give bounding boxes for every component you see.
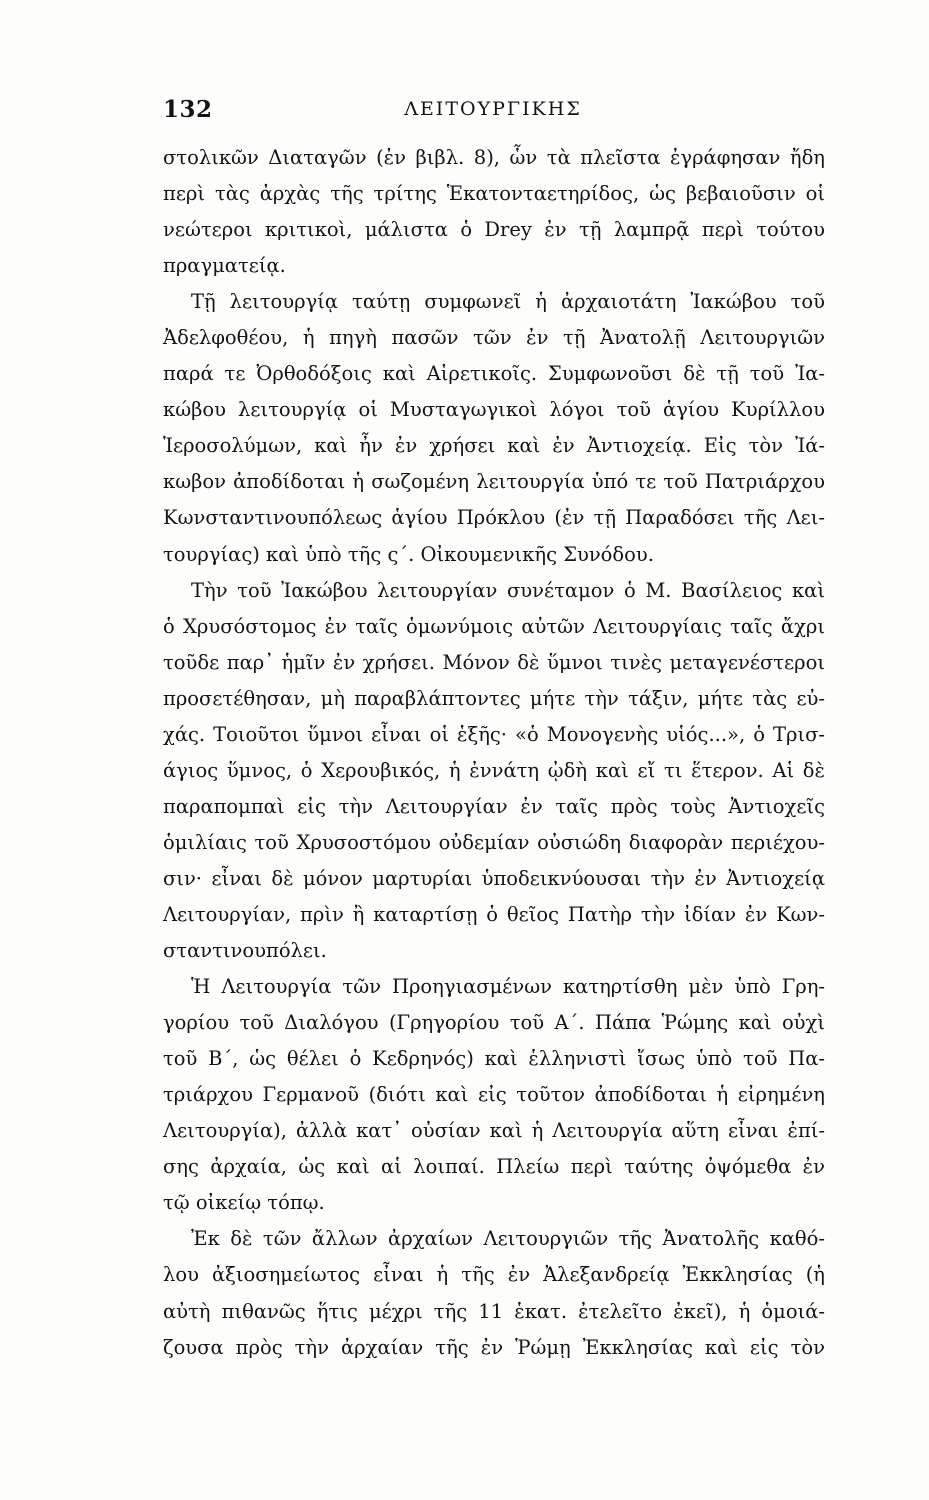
text-line: περὶ τὰς ἀρχὰς τῆς τρίτης Ἑκατονταετηρίδος, ὡς βεβαιοῦσιν οἱ <box>163 182 825 206</box>
text-line: κώβου λειτουργίᾳ οἱ Μυσταγωγικοὶ λόγοι τοῦ ἁγίου Κυρίλλου <box>163 398 825 422</box>
text-line: σταντινουπόλει. <box>163 939 327 963</box>
running-title: ΛΕΙΤΟΥΡΓΙΚΗΣ <box>404 98 582 120</box>
text-line: λου ἀξιοσημείωτος εἶναι ἡ τῆς ἐν Ἀλεξανδρείᾳ Ἐκκλησίας (ἡ <box>163 1263 825 1287</box>
text-line: Λειτουργία), ἀλλὰ κατ᾽ οὐσίαν καὶ ἡ Λειτουργία αὕτη εἶναι ἐπί- <box>163 1119 825 1143</box>
text-line: Ἐκ δὲ τῶν ἄλλων ἀρχαίων Λειτουργιῶν τῆς Ἀνατολῆς καθό- <box>191 1227 825 1251</box>
text-line: Ἡ Λειτουργία τῶν Προηγιασμένων κατηρτίσθη μὲν ὑπὸ Γρη- <box>191 975 825 999</box>
text-line: Τῇ λειτουργίᾳ ταύτῃ συμφωνεῖ ἡ ἀρχαιοτάτη Ἰακώβου τοῦ <box>191 290 825 314</box>
text-line: στολικῶν Διαταγῶν (ἐν βιβλ. 8), ὧν τὰ πλεῖστα ἐγράφησαν ἤδη <box>163 146 825 169</box>
text-line: τριάρχου Γερμανοῦ (διότι καὶ εἰς τοῦτον ἀποδίδοται ἡ εἰρημένη <box>163 1083 825 1107</box>
text-line: κωβον ἀποδίδοται ἡ σωζομένη λειτουργία ὑπό τε τοῦ Πατριάρχου <box>163 470 825 494</box>
page-number: 132 <box>163 96 213 123</box>
text-line: χάς. Τοιοῦτοι ὕμνοι εἶναι οἱ ἑξῆς· «ὁ Μονογενὴς υἱός...», ὁ Τρισ- <box>163 722 825 746</box>
text-line: τοῦδε παρ᾽ ἡμῖν ἐν χρήσει. Μόνον δὲ ὕμνοι τινὲς μεταγενέστεροι <box>163 650 825 674</box>
text-line: Ἀδελφοθέου, ἡ πηγὴ πασῶν τῶν ἐν τῇ Ἀνατολῇ Λειτουργιῶν <box>163 326 825 350</box>
body-text <box>163 140 825 1366</box>
text-line: παραπομπαὶ εἰς τὴν Λειτουργίαν ἐν ταῖς πρὸς τοὺς Ἀντιοχεῖς <box>163 794 825 818</box>
text-line: τοῦ Β΄, ὡς θέλει ὁ Κεδρηνός) καὶ ἑλληνιστὶ ἴσως ὑπὸ τοῦ Πα- <box>163 1047 825 1071</box>
text-line: γορίου τοῦ Διαλόγου (Γρηγορίου τοῦ Α΄. Πάπα Ῥώμης καὶ οὐχὶ <box>163 1011 825 1035</box>
text-line: τουργίας) καὶ ὑπὸ τῆς ς΄. Οἰκουμενικῆς Συνόδου. <box>163 542 654 566</box>
text-line: σης ἀρχαία, ὡς καὶ αἱ λοιπαί. Πλείω περὶ ταύτης ὀψόμεθα ἐν <box>163 1155 825 1179</box>
text-line: προσετέθησαν, μὴ παραβλάπτοντες μήτε τὴν τάξιν, μήτε τὰς εὐ- <box>163 686 825 710</box>
text-line: άγιος ὕμνος, ὁ Χερουβικός, ἡ ἐννάτη ᾠδὴ καὶ εἴ τι ἕτερον. Αἱ δὲ <box>163 758 825 782</box>
text-line: Κωνσταντινουπόλεως ἁγίου Πρόκλου (ἐν τῇ Παραδόσει τῆς Λει- <box>163 506 825 530</box>
text-line: Ἱεροσολύμων, καὶ ἦν ἐν χρήσει καὶ ἐν Ἀντιοχείᾳ. Εἰς τὸν Ἰά- <box>163 434 825 458</box>
text-line: πραγματείᾳ. <box>163 254 286 278</box>
text-line: ζουσα πρὸς τὴν ἀρχαίαν τῆς ἐν Ῥώμῃ Ἐκκλησίας καὶ εἰς τὸν <box>163 1335 825 1359</box>
text-line: παρά τε Ὀρθοδόξοις καὶ Αἱρετικοῖς. Συμφωνοῦσι δὲ τῇ τοῦ Ἰα- <box>163 362 825 386</box>
running-head <box>163 96 823 132</box>
text-line: σιν· εἶναι δὲ μόνον μαρτυρίαι ὑποδεικνύουσαι τὴν ἐν Ἀντιοχείᾳ <box>163 866 825 890</box>
text-line: Τὴν τοῦ Ἰακώβου λειτουργίαν συνέταμον ὁ Μ. Βασίλειος καὶ <box>191 578 825 602</box>
text-line: τῷ οἰκείῳ τόπῳ. <box>163 1191 325 1215</box>
text-line: ὁμιλίαις τοῦ Χρυσοστόμου οὐδεμίαν οὐσιώδη διαφορὰν περιέχου- <box>163 830 825 854</box>
text-line: νεώτεροι κριτικοὶ, μάλιστα ὁ Drey ἐν τῇ λαμπρᾷ περὶ τούτου <box>163 218 825 242</box>
text-line: Λειτουργίαν, πρὶν ἢ καταρτίσῃ ὁ θεῖος Πατὴρ τὴν ἰδίαν ἐν Κων- <box>163 902 825 926</box>
text-line: αὐτὴ πιθανῶς ἥτις μέχρι τῆς 11 ἑκατ. ἐτελεῖτο ἐκεῖ), ἡ ὁμοιά- <box>163 1299 825 1323</box>
text-line: ὁ Χρυσόστομος ἐν ταῖς ὁμωνύμοις αὐτῶν Λειτουργίαις ταῖς ἄχρι <box>163 614 825 638</box>
